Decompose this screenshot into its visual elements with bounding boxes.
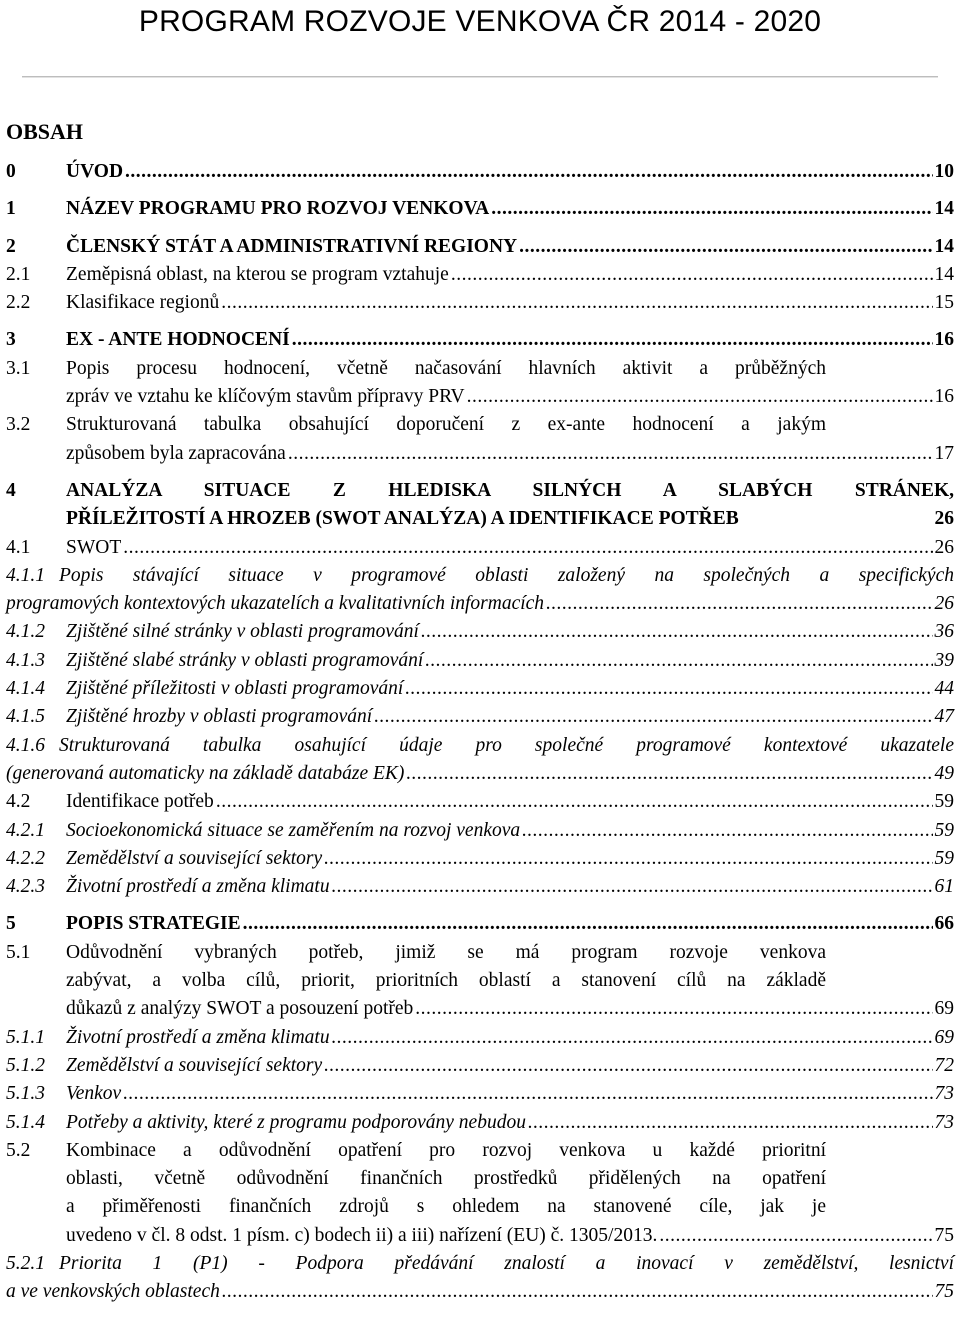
toc-page-number: 72 [934,1054,954,1076]
dot-leader [519,233,932,261]
toc-entry-text: způsobem byla zapracována [66,442,286,464]
toc-page-number: 14 [934,198,954,220]
toc-page-number: 47 [934,706,954,728]
toc-page-number: 69 [934,1026,954,1048]
toc-entry-number: 4.1.1 [6,564,45,586]
toc-entry-number: 5.2 [6,1139,31,1161]
toc-page-number: 59 [934,791,954,813]
toc-entry-number: 3 [6,329,16,351]
toc-entry-number: 1 [6,198,16,220]
toc-entry-text: Zeměpisná oblast, na kterou se program vztahuje [66,263,449,285]
toc-entry-text: Kombinace a odůvodnění opatření pro rozvoj venkova u každé prioritní [66,1139,826,1161]
toc-entry-number: 5.1.4 [6,1111,45,1133]
dot-leader [123,1080,932,1108]
toc-entry-number: 4.1.4 [6,678,45,700]
dot-leader [243,910,933,938]
toc-entry[interactable] [6,703,954,731]
toc-page-number: 14 [934,263,954,285]
toc-entry[interactable] [6,788,954,816]
toc-entry-number: 4.2.1 [6,819,45,841]
toc-entry[interactable] [6,1080,954,1108]
toc-entry-number: 2.2 [6,292,31,314]
title-divider [22,76,938,78]
toc-page-number: 75 [934,1224,954,1246]
toc-entry-number: 3.1 [6,357,31,379]
toc-entry[interactable] [6,1250,954,1307]
toc-entry[interactable] [6,195,954,223]
dot-leader [324,845,932,873]
toc-entry-text: Strukturovaná tabulka obsahující doporučení z ex-ante hodnocení a jakým [66,414,826,436]
toc-entry-text: a přiměřenosti finančních zdrojů s ohledem na stanovené cíle, jak je [66,1196,826,1218]
toc-page-number: 16 [934,386,954,408]
toc-page-number: 61 [934,876,954,898]
toc-entry-text: EX - ANTE HODNOCENÍ [66,329,290,351]
toc-heading: OBSAH [6,119,84,144]
toc-entry-text: oblasti, včetně odůvodnění finančních prostředků přidělených na opatření [66,1168,826,1190]
toc-entry-text: Odůvodnění vybraných potřeb, jimiž se má program rozvoje venkova [66,941,826,963]
dot-leader [415,995,932,1023]
dot-leader [528,1109,933,1137]
dot-leader [292,326,933,354]
toc-entry-text: Životní prostředí a změna klimatu [66,1026,330,1048]
toc-entry-text: SWOT [66,536,122,558]
toc-entry-number: 2.1 [6,263,31,285]
toc-entry-number: 3.2 [6,414,31,436]
toc-page-number: 75 [934,1281,954,1303]
toc-entry-text: (generovaná automaticky na základě databáze EK) [6,762,405,784]
dot-leader [421,618,933,646]
dot-leader [659,1222,932,1250]
dot-leader [374,703,932,731]
toc-entry-text: programových kontextových ukazatelích a kvalitativních informacích [6,593,545,615]
toc-entry-text: Zjištěné slabé stránky v oblasti programování [66,649,424,671]
toc-entry[interactable] [6,289,954,317]
toc-entry[interactable] [6,261,954,289]
toc-entry-number: 4.2 [6,791,31,813]
toc-entry-number: 5.1.2 [6,1054,45,1076]
toc-page-number: 66 [934,913,954,935]
toc-entry-number: 5 [6,913,16,935]
toc-entry-text: Životní prostředí a změna klimatu [66,876,330,898]
toc-page-number: 36 [934,621,954,643]
toc-entry-text: Zjištěné příležitosti v oblasti programování [66,678,404,700]
toc-page-number: 69 [934,998,954,1020]
toc-entry[interactable] [6,732,954,789]
dot-leader [221,289,932,317]
toc-entry-number: 4.1 [6,536,31,558]
dot-leader [324,1052,932,1080]
toc-entry-text: Identifikace potřeb [66,791,214,813]
toc-entry-number: 4.1.3 [6,649,45,671]
toc-entry[interactable] [6,817,954,845]
dot-leader [332,873,933,901]
toc-entry[interactable] [6,1137,954,1250]
toc-entry-text: Zemědělství a související sektory [66,1054,323,1076]
toc-entry[interactable] [6,939,954,1024]
dot-leader [405,675,932,703]
toc-entry-text: ČLENSKÝ STÁT A ADMINISTRATIVNÍ REGIONY [66,235,518,257]
toc-page-number: 10 [934,161,954,182]
toc-entry[interactable] [6,873,954,901]
toc-entry-text: PŘÍLEŽITOSTÍ A HROZEB (SWOT ANALÝZA) A IDENTIFIKACE POTŘEB [66,508,739,530]
toc-entry-text: zpráv ve vztahu ke klíčovým stavům přípravy PRV [66,386,465,408]
dot-leader [451,261,933,289]
dot-leader [406,760,932,788]
toc-entry-text: uvedeno v čl. 8 odst. 1 písm. c) bodech ii) a iii) nařízení (EU) č. 1305/2013. [66,1224,658,1246]
toc-page-number: 73 [934,1083,954,1105]
toc-page-number: 49 [934,762,954,784]
toc-entry[interactable] [6,477,954,534]
dot-leader [491,195,932,223]
toc-page-number: 26 [934,508,954,530]
toc-entry[interactable] [6,411,954,468]
toc-entry-text: ANALÝZA SITUACE Z HLEDISKA SILNÝCH A SLABÝCH STRÁNEK, [66,479,954,501]
toc-entry-text: Socioekonomická situace se zaměřením na rozvoj venkova [66,819,521,841]
toc-page-number: 59 [934,847,954,869]
toc-entry[interactable] [6,647,954,675]
toc-entry-text: a ve venkovských oblastech [6,1281,220,1303]
toc-entry-text: zabývat, a volba cílů, priorit, prioritních oblastí a stanovení cílů na základě [66,970,826,992]
toc-entry-number: 4.1.6 [6,734,45,756]
toc-entry-number: 5.1.1 [6,1026,45,1048]
dot-leader [125,158,932,186]
toc-entry-text: Venkov [66,1083,122,1105]
dot-leader [467,383,933,411]
toc-entry-text: Strukturovaná tabulka osahující údaje pro společné programové kontextové ukazatele [59,734,954,756]
table-of-contents [6,158,954,1307]
toc-entry-number: 4.2.2 [6,847,45,869]
toc-entry-text: Zemědělství a související sektory [66,847,323,869]
toc-entry[interactable] [6,910,954,938]
toc-page-number: 59 [934,819,954,841]
toc-entry-text: Zjištěné silné stránky v oblasti programování [66,621,419,643]
toc-page-number: 17 [934,442,954,464]
toc-entry-text: Potřeby a aktivity, které z programu podporovány nebudou [66,1111,526,1133]
dot-leader [123,534,932,562]
toc-page-number: 26 [934,593,954,615]
toc-entry-number: 4 [6,479,16,501]
toc-entry-text: Popis stávající situace v programové oblasti založený na společných a specifických [59,564,954,586]
dot-leader [222,1278,933,1306]
dot-leader [425,647,932,675]
toc-page-number: 15 [934,292,954,314]
toc-entry-number: 0 [6,161,16,182]
toc-entry-text: ÚVOD [66,161,124,182]
toc-entry[interactable] [6,158,954,186]
toc-entry[interactable] [6,562,954,619]
toc-page-number: 26 [934,536,954,558]
toc-entry-number: 4.1.5 [6,706,45,728]
toc-entry-text: Priorita 1 (P1) - Podpora předávání znalostí a inovací v zemědělství, lesnictví [59,1252,954,1274]
toc-entry[interactable] [6,233,954,261]
toc-page-number: 14 [934,235,954,257]
toc-entry[interactable] [6,845,954,873]
dot-leader [216,788,933,816]
dot-leader [288,440,933,468]
toc-entry[interactable] [6,1109,954,1137]
toc-page-number: 16 [934,329,954,351]
toc-entry-text: Popis procesu hodnocení, včetně načasování hlavních aktivit a průběžných [66,357,826,379]
toc-entry[interactable] [6,675,954,703]
toc-entry[interactable] [6,618,954,646]
toc-entry-number: 5.1.3 [6,1083,45,1105]
toc-page-number: 73 [934,1111,954,1133]
toc-entry-number: 4.1.2 [6,621,45,643]
toc-page-number: 44 [934,678,954,700]
toc-entry-number: 2 [6,235,16,257]
toc-entry[interactable] [6,1024,954,1052]
toc-entry-number: 5.1 [6,941,31,963]
document-title: PROGRAM ROZVOJE VENKOVA ČR 2014 - 2020 [138,5,822,38]
toc-entry-text: důkazů z analýzy SWOT a posouzení potřeb [66,998,414,1020]
toc-entry-number: 5.2.1 [6,1252,45,1274]
toc-entry[interactable] [6,1052,954,1080]
toc-page-number: 39 [934,649,954,671]
toc-entry[interactable] [6,355,954,412]
dot-leader [332,1024,933,1052]
toc-entry-text: POPIS STRATEGIE [66,913,241,935]
toc-entry-text: Zjištěné hrozby v oblasti programování [66,706,373,728]
toc-entry-number: 4.2.3 [6,876,45,898]
toc-entry-text: Klasifikace regionů [66,292,220,314]
toc-entry[interactable] [6,326,954,354]
toc-entry-text: NÁZEV PROGRAMU PRO ROZVOJ VENKOVA [66,198,490,220]
toc-entry[interactable] [6,534,954,562]
dot-leader [546,590,932,618]
dot-leader [522,817,932,845]
